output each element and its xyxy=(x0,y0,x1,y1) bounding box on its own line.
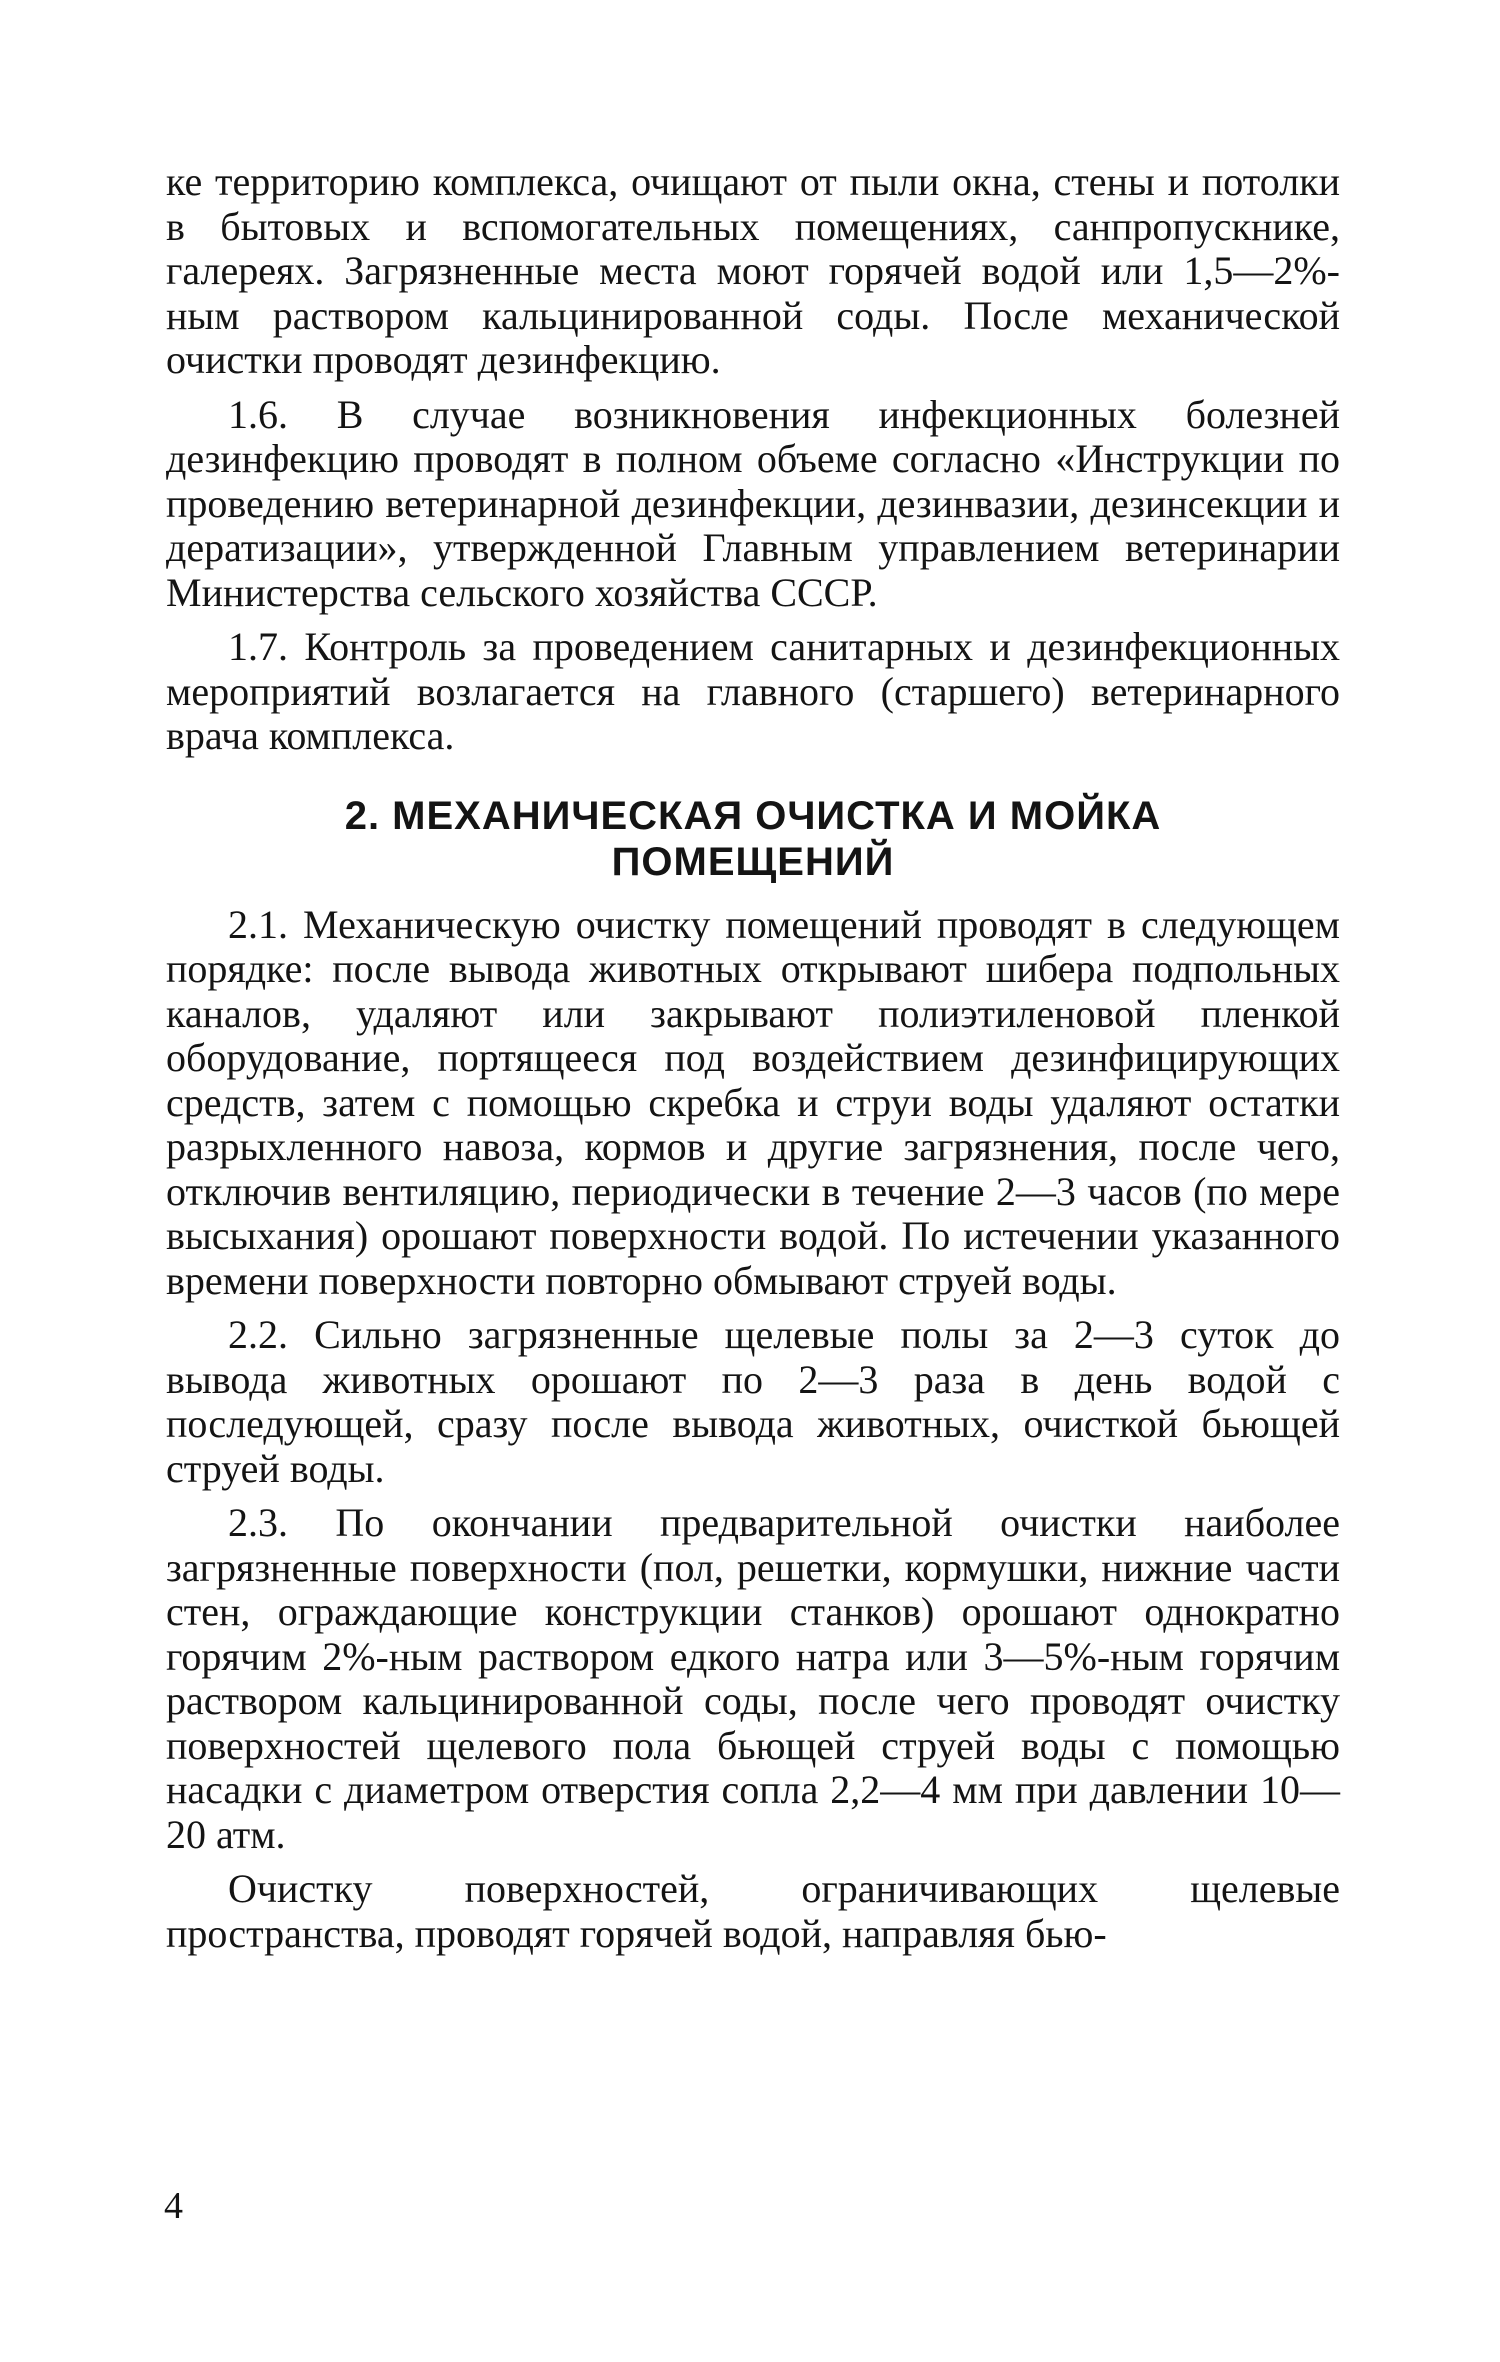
paragraph-2-3: 2.3. По окончании предварительной очистки наиболее загрязненные поверхности (пол, решетки, кормушки, нижние части стен, ограждающие конструкции станков) орошают однократно горячим 2%-ным раствором едкого натра или 3—5%-ным горячим раствором кальцинированной соды, после чего проводят очистку поверхностей щелевого пола бьющей струей воды с помощью насадки с диаметром отверстия сопла 2,2—4 мм при давлении 10—20 атм. xyxy=(166,1500,1340,1857)
paragraph-1-7: 1.7. Контроль за проведением санитарных и дезинфекционных мероприятий возлагается на главного (старшего) ветеринарного врача комплекса. xyxy=(166,624,1340,758)
section-heading-line1: 2. МЕХАНИЧЕСКАЯ ОЧИСТКА И МОЙКА xyxy=(344,793,1162,838)
paragraph-continuation: ке территорию комплекса, очищают от пыли окна, стены и потолки в бытовых и вспомогательных помещениях, санпропускнике, галереях. Загрязненные места моют горячей водой или 1,5—2%-ным раствором кальцинированной соды. После механической очистки проводят дезинфекцию. xyxy=(166,159,1340,382)
paragraph-2-1: 2.1. Механическую очистку помещений проводят в следующем порядке: после вывода животных открывают шибера подпольных каналов, удаляют или закрывают полиэтиленовой пленкой оборудование, портящееся под воздействием дезинфицирующих средств, затем с помощью скребка и струи воды удаляют остатки разрыхленного навоза, кормов и другие загрязнения, после чего, отключив вентиляцию, периодически в течение 2—3 часов (по мере высыхания) орошают поверхности водой. По истечении указанного времени поверхности повторно обмывают струей воды. xyxy=(166,901,1340,1303)
page-number: 4 xyxy=(164,2185,183,2227)
page-body xyxy=(166,160,1340,1956)
section-heading-line2: ПОМЕЩЕНИЙ xyxy=(611,839,895,884)
paragraph-1-6: 1.6. В случае возникновения инфекционных болезней дезинфекцию проводят в полном объеме согласно «Инструкции по проведению ветеринарной дезинфекции, дезинвазии, дезинсекции и дератизации», утвержденной Главным управлением ветеринарии Министерства сельского хозяйства СССР. xyxy=(166,391,1340,615)
section-heading xyxy=(166,793,1340,885)
paragraph-2-2: 2.2. Сильно загрязненные щелевые полы за 2—3 суток до вывода животных орошают по 2—3 раза в день водой с последующей, сразу после вывода животных, очисткой бьющей струей воды. xyxy=(166,1312,1340,1491)
paragraph-surfaces-cleaning: Очистку поверхностей, ограничивающих щелевые пространства, проводят горячей водой, направляя бью- xyxy=(166,1866,1340,1956)
